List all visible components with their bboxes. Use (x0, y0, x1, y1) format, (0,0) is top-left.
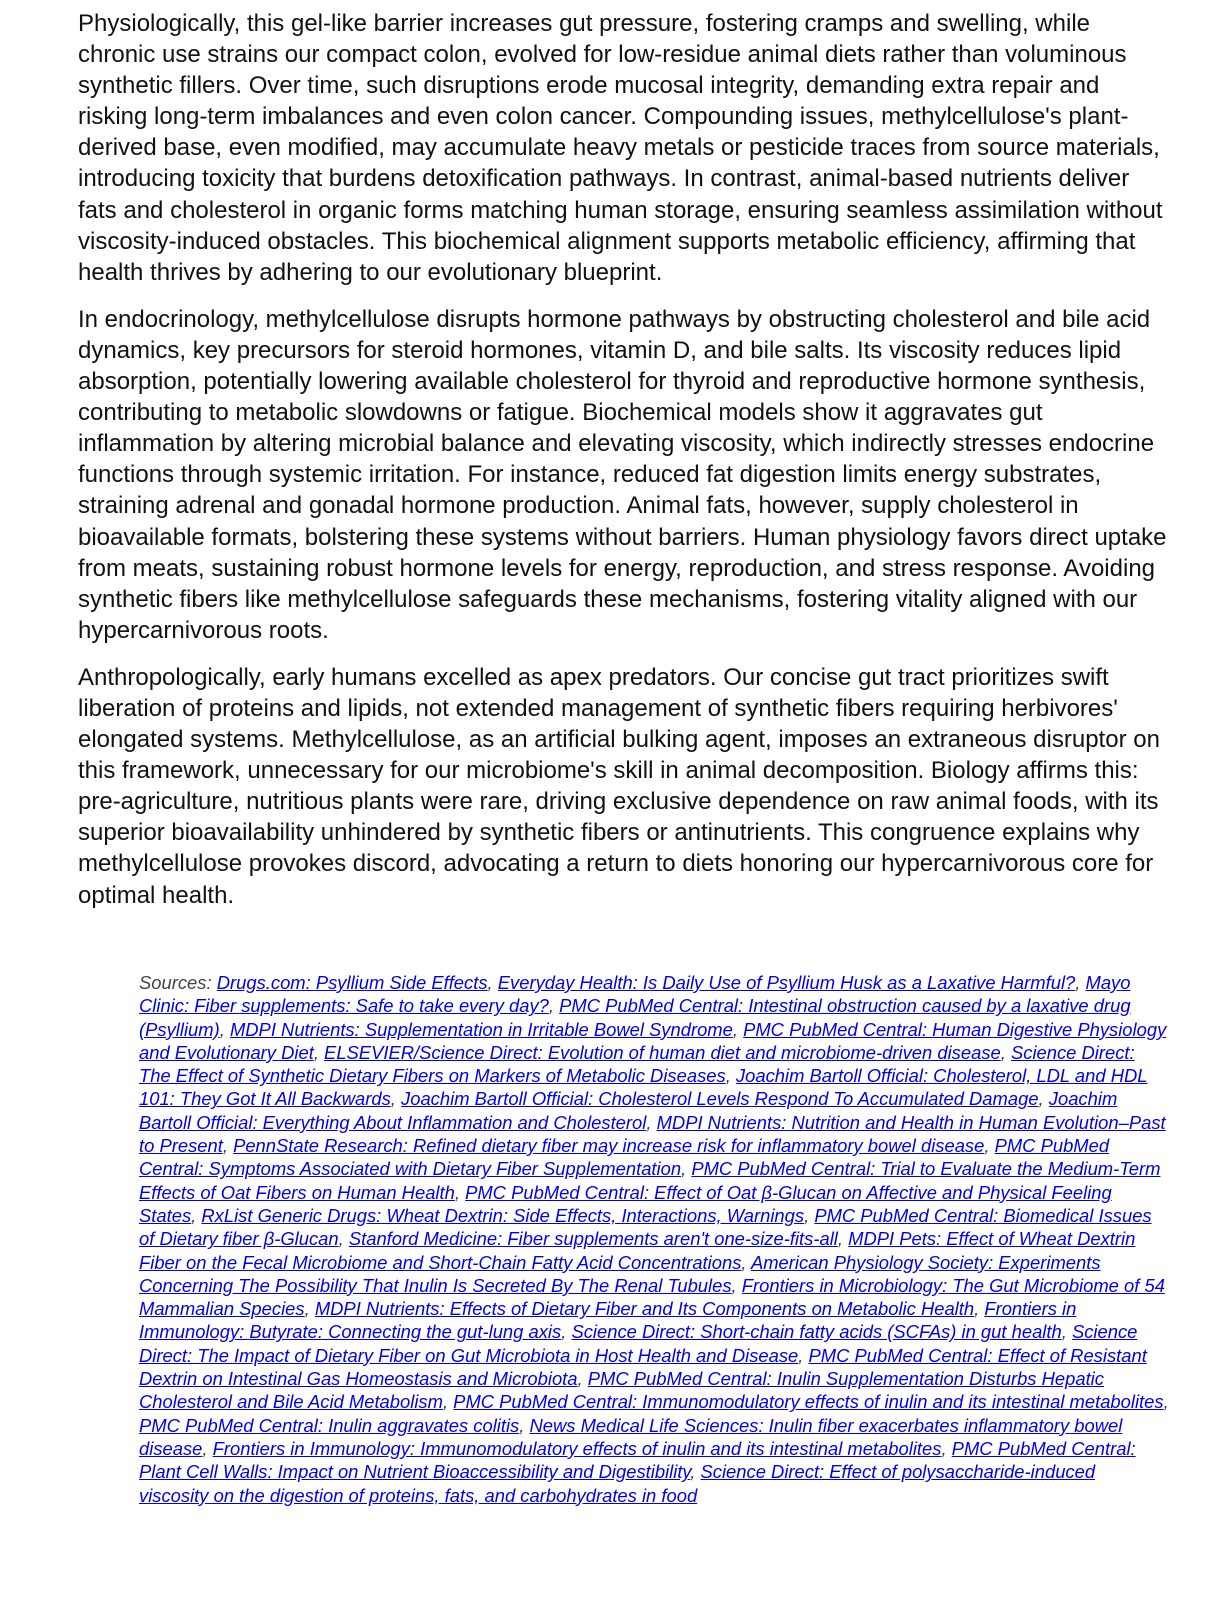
source-link[interactable]: Stanford Medicine: Fiber supplements aren't one-size-fits-all (348, 1228, 838, 1250)
source-link[interactable]: PMC PubMed Central: Inulin Supplementation Disturbs Hepatic Cholesterol and Bile Acid Metabolism (139, 1368, 1104, 1413)
source-link[interactable]: Joachim Bartoll Official: Cholesterol Levels Respond To Accumulated Damage (401, 1088, 1039, 1110)
source-link[interactable]: MDPI Pets: Effect of Wheat Dextrin Fiber on the Fecal Microbiome and Short-Chain Fatty Acid Concentrations (139, 1228, 1136, 1273)
source-link[interactable]: Frontiers in Immunology: Immunomodulatory effects of inulin and its intestinal metabolites (212, 1437, 942, 1459)
source-link[interactable]: PMC PubMed Central: Effect of Oat β-Glucan on Affective and Physical Feeling States (139, 1181, 1112, 1226)
source-link[interactable]: PMC PubMed Central: Immunomodulatory effects of inulin and its intestinal metabolites (453, 1391, 1164, 1413)
sources-label: Sources: (139, 972, 212, 993)
sources-list (139, 971, 1169, 1507)
source-link[interactable]: RxList Generic Drugs: Wheat Dextrin: Side Effects, Interactions, Warnings (201, 1204, 805, 1226)
source-link[interactable]: Drugs.com: Psyllium Side Effects (216, 972, 488, 993)
source-link[interactable]: Joachim Bartoll Official: Cholesterol, LDL and HDL 101: They Got It All Backwards (139, 1065, 1148, 1110)
paragraph-anthropology: Anthropologically, early humans excelled as apex predators. Our concise gut tract prioritizes swift liberation of proteins and lipids, not extended management of synthetic fibers requiring herbivores' elongated systems. Methylcellulose, as an artificial bulking agent, imposes an extraneous disruptor on this framework, unnecessary for our microbiome's skill in animal decomposition. Biology affirms this: pre-agriculture, nutritious plants were rare, driving exclusive dependence on raw animal foods, with its superior bioavailability unhindered by synthetic fibers or antinutrients. This congruence explains why methylcellulose provokes discord, advocating a return to diets honoring our hypercarnivorous core for optimal health. (78, 663, 1160, 909)
source-link[interactable]: PMC PubMed Central: Intestinal obstruction caused by a laxative drug (Psyllium) (139, 995, 1131, 1040)
source-link[interactable]: Joachim Bartoll Official: Everything About Inflammation and Cholesterol (139, 1088, 1118, 1133)
source-link[interactable]: MDPI Nutrients: Supplementation in Irritable Bowel Syndrome (229, 1018, 733, 1040)
source-link[interactable]: Science Direct: Short-chain fatty acids (SCFAs) in gut health (571, 1321, 1062, 1343)
article-body (78, 8, 1168, 927)
source-link[interactable]: Everyday Health: Is Daily Use of Psyllium Husk as a Laxative Harmful? (497, 972, 1076, 993)
source-link[interactable]: MDPI Nutrients: Effects of Dietary Fiber and Its Components on Metabolic Health (314, 1298, 975, 1320)
source-link[interactable]: Science Direct: Effect of polysaccharide-induced viscosity on the digestion of proteins, fats, and carbohydrates in food (139, 1461, 1096, 1506)
source-link[interactable]: Frontiers in Microbiology: The Gut Microbiome of 54 Mammalian Species (139, 1274, 1165, 1320)
source-link[interactable]: PMC PubMed Central: Plant Cell Walls: Impact on Nutrient Bioaccessibility and Digestibility (139, 1437, 1136, 1483)
source-link[interactable]: Mayo Clinic: Fiber supplements: Safe to take every day? (139, 972, 1131, 1017)
source-link[interactable]: PMC PubMed Central: Effect of Resistant Dextrin on Intestinal Gas Homeostasis and Microbiota (139, 1344, 1147, 1390)
source-link[interactable]: PMC PubMed Central: Trial to Evaluate the Medium-Term Effects of Oat Fibers on Human Health (139, 1158, 1161, 1203)
source-links: Drugs.com: Psyllium Side Effects, Everyday Health: Is Daily Use of Psyllium Husk as a Laxative Harmful?, Mayo Clinic: Fiber supplements: Safe to take every day?, PMC PubMed Central: Intestinal obstruction caused by a laxative drug (Psyllium), MDPI Nutrients: Supplementation in Irritable Bowel Syndrome, PMC PubMed Central: Human Digestive Physiology and Evolutionary Diet, ELSEVIER/Science Direct: Evolution of human diet and microbiome-driven disease, Science Direct: The Effect of Synthetic Dietary Fibers on Markers of Metabolic Diseases, Joachim Bartoll Official: Cholesterol, LDL and HDL 101: They Got It All Backwards, Joachim Bartoll Official: Cholesterol Levels Respond To Accumulated Damage, Joachim Bartoll Official: Everything About Inflammation and Cholesterol, MDPI Nutrients: Nutrition and Health in Human Evolution–Past to Present, PennState Research: Refined dietary fiber may increase risk for inflammatory bowel disease, PMC PubMed Central: Symptoms Associated with Dietary Fiber Supplementation, PMC PubMed Central: Trial to Evaluate the Medium-Term Effects of Oat Fibers on Human Health, PMC PubMed Central: Effect of Oat β-Glucan on Affective and Physical Feeling States, RxList Generic Drugs: Wheat Dextrin: Side Effects, Interactions, Warnings, PMC PubMed Central: Biomedical Issues of Dietary fiber β-Glucan, Stanford Medicine: Fiber supplements aren't one-size-fits-all, MDPI Pets: Effect of Wheat Dextrin Fiber on the Fecal Microbiome and Short-Chain Fatty Acid Concentrations, American Physiology Society: Experiments Concerning The Possibility That Inulin Is Secreted By The Renal Tubules, Frontiers in Microbiology: The Gut Microbiome of 54 Mammalian Species, MDPI Nutrients: Effects of Dietary Fiber and Its Components on Metabolic Health, Frontiers in Immunology: Butyrate: Connecting the gut-lung axis, Science Direct: Short-chain fatty acids (SCFAs) in gut health, Science Direct: The Impact of Dietary Fiber on Gut Microbiota in Host Health and Disease, PMC PubMed Central: Effect of Resistant Dextrin on Intestinal Gas Homeostasis and Microbiota, PMC PubMed Central: Inulin Supplementation Disturbs Hepatic Cholesterol and Bile Acid Metabolism, PMC PubMed Central: Immunomodulatory effects of inulin and its intestinal metabolites, PMC PubMed Central: Inulin aggravates colitis, News Medical Life Sciences: Inulin fiber exacerbates inflammatory bowel disease, Frontiers in Immunology: Immunomodulatory effects of inulin and its intestinal metabolites, PMC PubMed Central: Plant Cell Walls: Impact on Nutrient Bioaccessibility and Digestibility, Science Direct: Effect of polysaccharide-induced viscosity on the digestion of proteins, fats, and carbohydrates in food (139, 972, 1169, 1506)
source-link[interactable]: American Physiology Society: Experiments Concerning The Possibility That Inulin Is Secreted By The Renal Tubules (139, 1251, 1101, 1296)
paragraph-endocrinology: In endocrinology, methylcellulose disrupts hormone pathways by obstructing cholesterol and bile acid dynamics, key precursors for steroid hormones, vitamin D, and bile salts. Its viscosity reduces lipid absorption, potentially lowering available cholesterol for thyroid and reproductive hormone synthesis, contributing to metabolic slowdowns or fatigue. Biochemical models show it aggravates gut inflammation by altering microbial balance and elevating viscosity, which indirectly stresses endocrine functions through systemic irritation. For instance, reduced fat digestion limits energy substrates, straining adrenal and gonadal hormone production. Animal fats, however, supply cholesterol in bioavailable formats, bolstering these systems without barriers. Human physiology favors direct uptake from meats, sustaining robust hormone levels for energy, reproduction, and stress response. Avoiding synthetic fibers like methylcellulose safeguards these mechanisms, fostering vitality aligned with our hypercarnivorous roots. (78, 305, 1167, 644)
source-link[interactable]: PennState Research: Refined dietary fiber may increase risk for inflammatory bowel disease (233, 1135, 985, 1157)
source-link[interactable]: PMC PubMed Central: Biomedical Issues of Dietary fiber β-Glucan (139, 1204, 1152, 1250)
source-link[interactable]: PMC PubMed Central: Inulin aggravates colitis (139, 1414, 520, 1436)
paragraph-physiology: Physiologically, this gel-like barrier increases gut pressure, fostering cramps and swelling, while chronic use strains our compact colon, evolved for low-residue animal diets rather than voluminous synthetic fillers. Over time, such disruptions erode mucosal integrity, demanding extra repair and risking long-term imbalances and even colon cancer. Compounding issues, methylcellulose's plant-derived base, even modified, may accumulate heavy metals or pesticide traces from source materials, introducing toxicity that burdens detoxification pathways. In contrast, animal-based nutrients deliver fats and cholesterol in organic forms matching human storage, ensuring seamless assimilation without viscosity-induced obstacles. This biochemical alignment supports metabolic efficiency, affirming that health thrives by adhering to our evolutionary blueprint. (78, 10, 1163, 286)
source-link[interactable]: MDPI Nutrients: Nutrition and Health in Human Evolution–Past to Present (139, 1111, 1166, 1157)
source-link[interactable]: Science Direct: The Effect of Synthetic Dietary Fibers on Markers of Metabolic Diseases (139, 1041, 1135, 1087)
source-link[interactable]: ELSEVIER/Science Direct: Evolution of human diet and microbiome-driven disease (324, 1041, 1001, 1063)
source-link[interactable]: PMC PubMed Central: Symptoms Associated with Dietary Fiber Supplementation (139, 1135, 1110, 1180)
source-link[interactable]: Science Direct: The Impact of Dietary Fiber on Gut Microbiota in Host Health and Disease (139, 1321, 1138, 1366)
source-link[interactable]: News Medical Life Sciences: Inulin fiber exacerbates inflammatory bowel disease (139, 1414, 1123, 1459)
source-link[interactable]: PMC PubMed Central: Human Digestive Physiology and Evolutionary Diet (139, 1018, 1167, 1063)
source-link[interactable]: Frontiers in Immunology: Butyrate: Connecting the gut-lung axis (139, 1298, 1077, 1343)
